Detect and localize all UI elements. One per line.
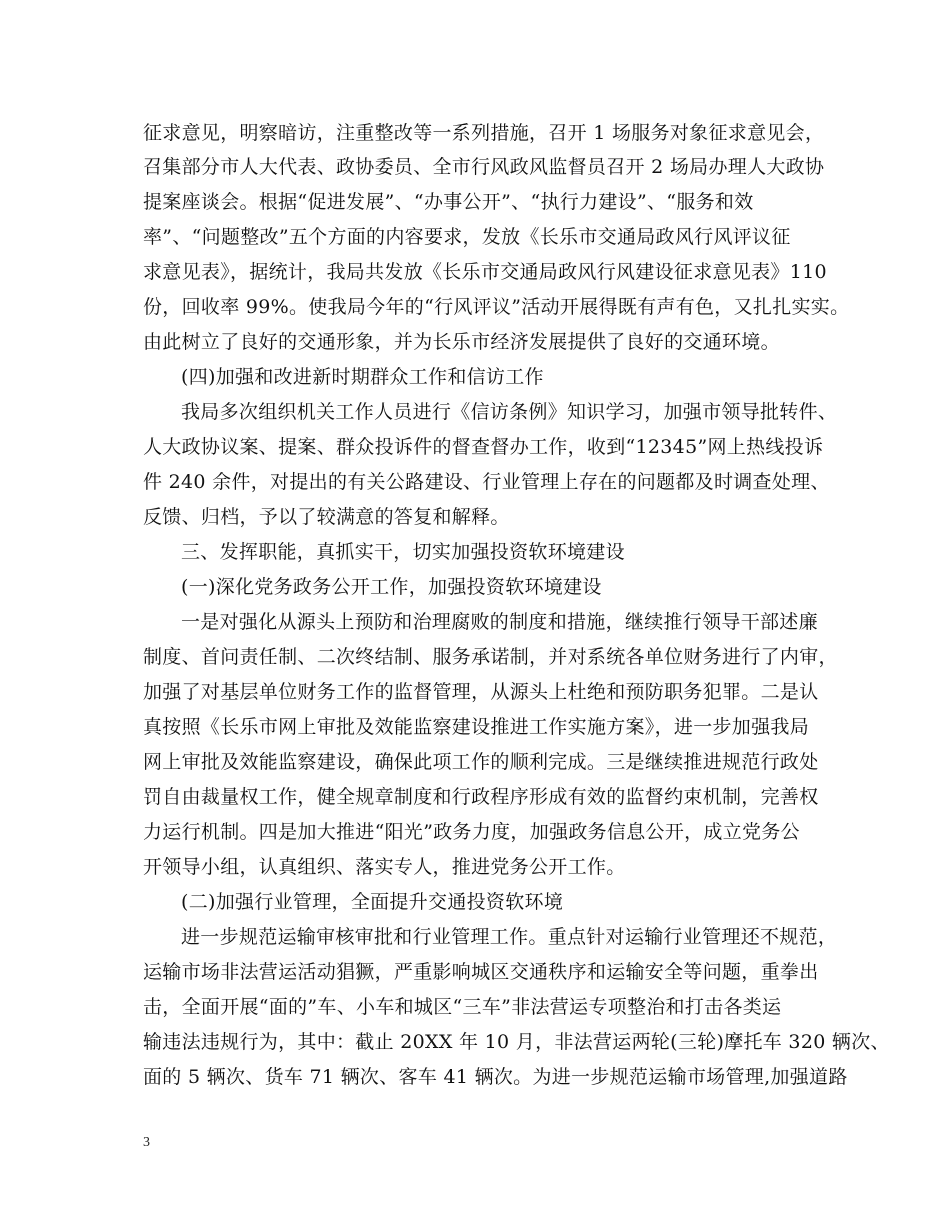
text-line: 运输市场非法营运活动猖獗，严重影响城区交通秩序和运输安全等问题，重拳出 xyxy=(143,961,819,983)
text-line: 击，全面开展“面的”车、小车和城区“三车”非法营运专项整治和打击各类运 xyxy=(143,996,782,1018)
text-line: 加强了对基层单位财务工作的监督管理，从源头上杜绝和预防职务犯罪。二是认 xyxy=(143,681,819,703)
text-line: 份，回收率 99%。使我局今年的“行风评议”活动开展得既有声有色，又扎扎实实。 xyxy=(143,296,850,318)
section-heading: 三、发挥职能，真抓实干，切实加强投资软环境建设 xyxy=(181,541,625,563)
text-line: 真按照《长乐市网上审批及效能监察建设推进工作实施方案》，进一步加强我局 xyxy=(143,716,810,738)
text-line: 罚自由裁量权工作，健全规章制度和行政程序形成有效的监督约束机制，完善权 xyxy=(143,786,819,808)
text-line: 面的 5 辆次、货车 71 辆次、客车 41 辆次。为进一步规范运输市场管理,加强道路 xyxy=(143,1066,848,1088)
text-line: 件 240 余件，对提出的有关公路建设、行业管理上存在的问题都及时调查处理、 xyxy=(143,471,830,493)
section-heading: (四)加强和改进新时期群众工作和信访工作 xyxy=(181,366,544,388)
text-line: 制度、首问责任制、二次终结制、服务承诺制，并对系统各单位财务进行了内审， xyxy=(143,646,838,668)
text-line: 征求意见，明察暗访，注重整改等一系列措施，召开 1 场服务对象征求意见会， xyxy=(143,122,825,144)
text-line: 召集部分市人大代表、政协委员、全市行风政风监督员召开 2 场局办理人大政协 xyxy=(143,156,825,178)
section-heading: (二)加强行业管理，全面提升交通投资软环境 xyxy=(181,891,564,913)
text-line: 力运行机制。四是加大推进“阳光”政务力度，加强政务信息公开，成立党务公 xyxy=(143,821,800,843)
text-line: 开领导小组，认真组织、落实专人，推进党务公开工作。 xyxy=(143,856,626,878)
text-line: 率”、“问题整改”五个方面的内容要求，发放《长乐市交通局政风行风评议征 xyxy=(143,226,791,248)
text-line: 进一步规范运输审核审批和行业管理工作。重点针对运输行业管理还不规范， xyxy=(181,926,838,948)
text-line: 人大政协议案、提案、群众投诉件的督查督办工作，收到“12345”网上热线投诉 xyxy=(143,436,824,458)
section-heading: (一)深化党务政务公开工作，加强投资软环境建设 xyxy=(181,576,602,598)
text-line: 一是对强化从源头上预防和治理腐败的制度和措施，继续推行领导干部述廉 xyxy=(181,611,818,633)
text-line: 提案座谈会。根据“促进发展”、“办事公开”、“执行力建设”、“服务和效 xyxy=(143,191,754,213)
text-line: 网上审批及效能监察建设，确保此项工作的顺利完成。三是继续推进规范行政处 xyxy=(143,751,819,773)
text-line: 输违法违规行为，其中：截止 20XX 年 10 月，非法营运两轮(三轮)摩托车 320 辆次、 xyxy=(143,1031,890,1053)
text-line: 我局多次组织机关工作人员进行《信访条例》知识学习，加强市领导批转件、 xyxy=(181,401,838,423)
text-line: 求意见表》，据统计，我局共发放《长乐市交通局政风行风建设征求意见表》110 xyxy=(143,261,827,283)
page-number: 3 xyxy=(143,1135,150,1150)
text-line: 反馈、归档，予以了较满意的答复和解释。 xyxy=(143,506,510,528)
text-line: 由此树立了良好的交通形象，并为长乐市经济发展提供了良好的交通环境。 xyxy=(143,331,780,353)
